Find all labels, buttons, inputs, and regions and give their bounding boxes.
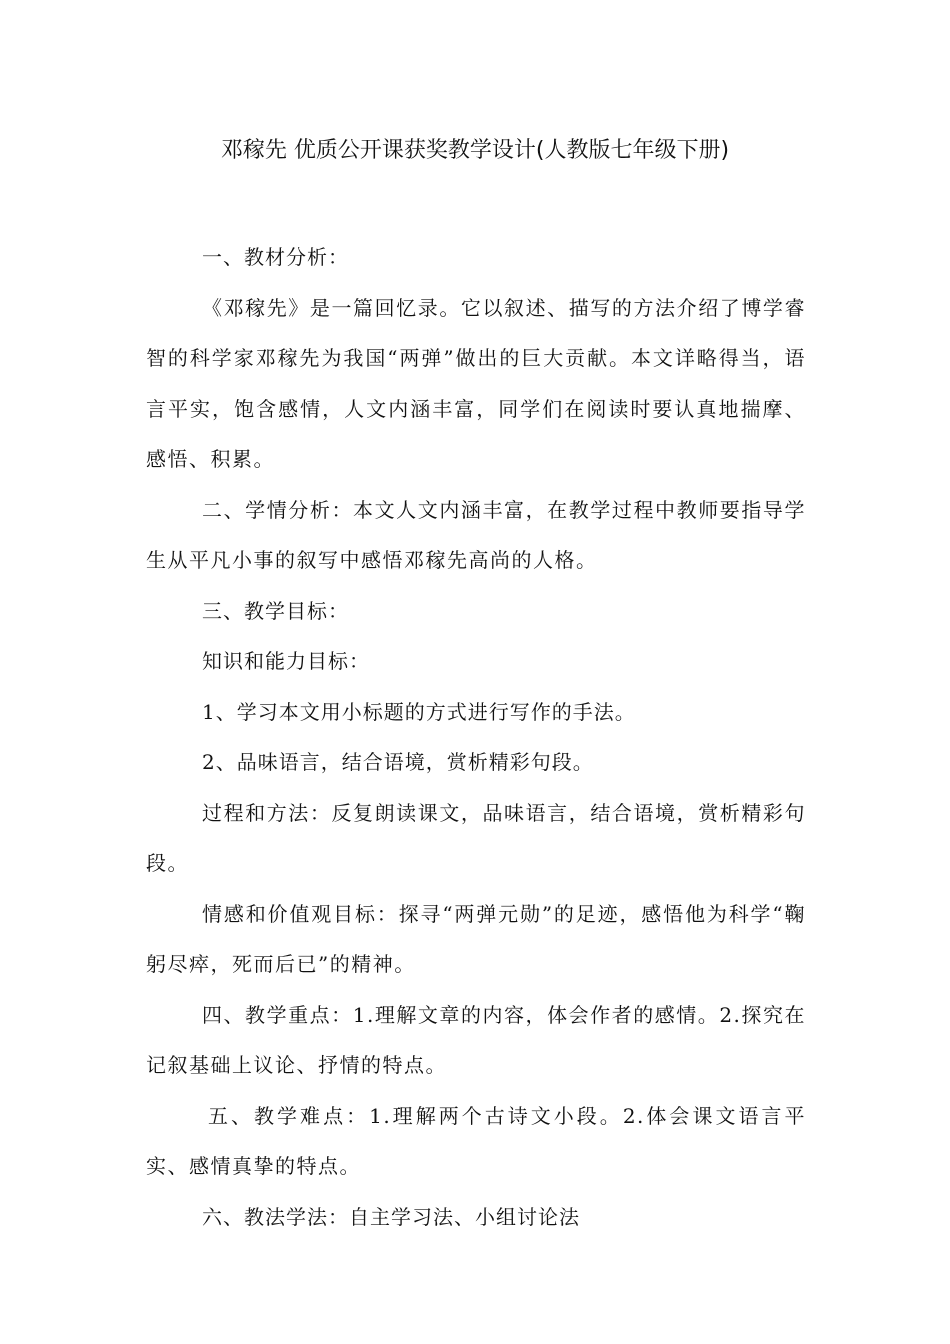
paragraph-goal-1: 1、学习本文用小标题的方式进行写作的手法。 [202,699,636,724]
paragraph-section-1-heading: 一、教材分析： [202,245,349,269]
paragraph-teaching-methods: 六、教法学法：自主学习法、小组讨论法 [202,1204,580,1229]
paragraph-textbook-analysis: 《邓稼先》是一篇回忆录。它以叙述、描写的方法介绍了博学睿智的科学家邓稼先为我国“两弹”做出的巨大贡献。本文详略得当，语言平实，饱含感情，人文内涵丰富，同学们在阅读时要认真地揣摩、感悟、积累。 [146,295,806,471]
paragraph-key-points: 四、教学重点：1.理解文章的内容，体会作者的感情。2.探究在记叙基础上议论、抒情的特点。 [146,1002,806,1077]
paragraph-knowledge-goals-heading: 知识和能力目标： [202,649,370,673]
document-title: 邓稼先 优质公开课获奖教学设计(人教版七年级下册) [220,138,730,163]
paragraph-learner-analysis: 二、学情分析：本文人文内涵丰富，在教学过程中教师要指导学生从平凡小事的叙写中感悟邓稼先高尚的人格。 [146,497,806,572]
document-body [146,232,806,1242]
paragraph-section-3-heading: 三、教学目标： [202,598,349,623]
paragraph-emotion-goals: 情感和价值观目标：探寻“两弹元勋”的足迹，感悟他为科学“鞠躬尽瘁，死而后已”的精神。 [146,901,806,976]
paragraph-goal-2: 2、品味语言，结合语境，赏析精彩句段。 [202,750,594,774]
paragraph-difficult-points: 五、教学难点：1.理解两个古诗文小段。2.体会课文语言平实、感情真挚的特点。 [146,1103,806,1178]
paragraph-process-methods: 过程和方法：反复朗读课文，品味语言，结合语境，赏析精彩句段。 [146,800,806,875]
